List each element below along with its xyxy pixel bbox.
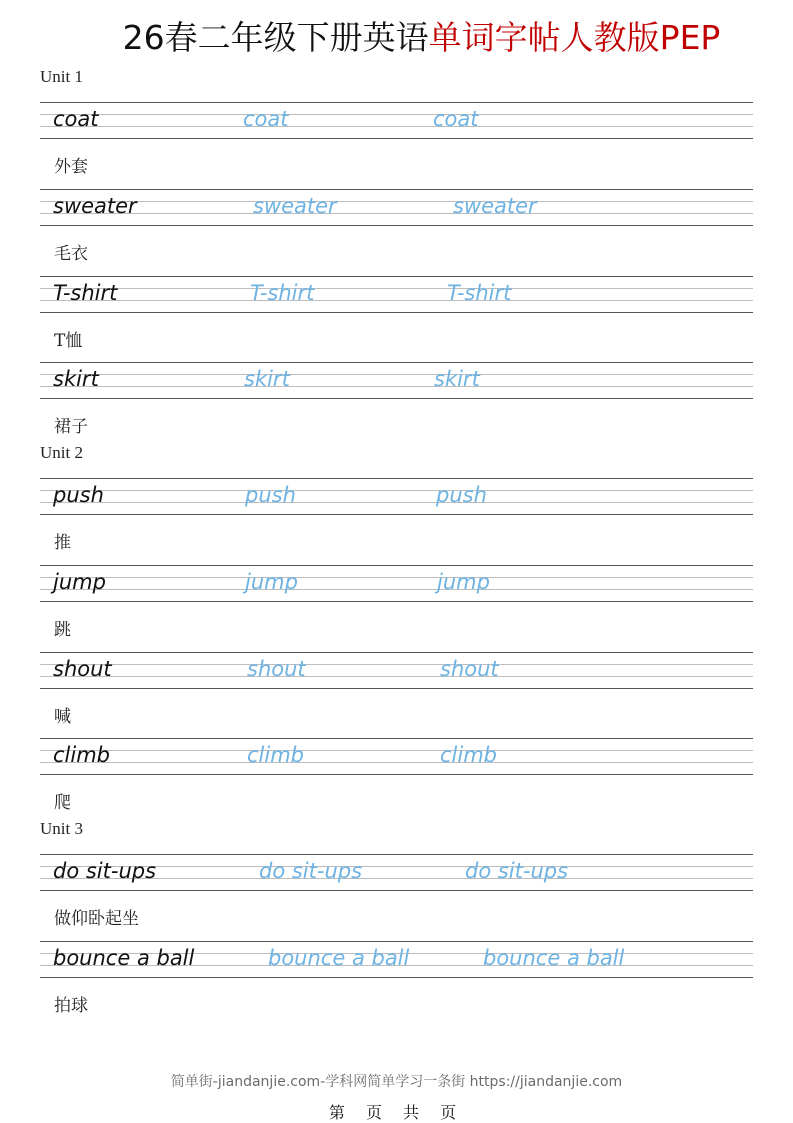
title-part-black: 26春二年级下册英语: [122, 18, 429, 57]
title-part-red: 单词字帖人教版PEP: [428, 18, 721, 57]
word-row: [40, 276, 753, 313]
word-row: [40, 478, 753, 515]
word-text: shout: [53, 657, 112, 681]
trace-word: sweater: [253, 194, 337, 218]
trace-word: push: [245, 483, 296, 507]
trace-word: coat: [243, 107, 289, 131]
word-text: do sit-ups: [53, 859, 157, 883]
unit-label: Unit 2: [40, 443, 83, 462]
trace-word: sweater: [453, 194, 537, 218]
unit-label: Unit 1: [40, 67, 83, 86]
trace-word: bounce a ball: [268, 946, 410, 970]
trace-word: skirt: [244, 367, 290, 391]
trace-word: climb: [440, 743, 498, 767]
word-meaning: 做仰卧起坐: [54, 909, 139, 929]
word-meaning: 拍球: [54, 996, 88, 1016]
word-meaning: 毛衣: [54, 244, 88, 264]
word-text: jump: [53, 570, 106, 594]
trace-word: T-shirt: [250, 281, 315, 305]
page-number-label: 第 页 共 页: [328, 1103, 465, 1122]
trace-word: T-shirt: [447, 281, 512, 305]
word-row: [40, 738, 753, 775]
word-row: [40, 362, 753, 399]
trace-word: bounce a ball: [483, 946, 625, 970]
trace-word: shout: [440, 657, 499, 681]
word-row: [40, 189, 753, 226]
word-meaning: 爬: [54, 793, 71, 813]
word-meaning: 裙子: [54, 417, 88, 437]
trace-word: push: [436, 483, 487, 507]
word-text: sweater: [53, 194, 137, 218]
word-row: [40, 941, 753, 978]
trace-word: do sit-ups: [465, 859, 569, 883]
trace-word: climb: [247, 743, 305, 767]
word-text: bounce a ball: [53, 946, 195, 970]
word-meaning: 推: [54, 533, 71, 553]
trace-word: jump: [437, 570, 490, 594]
unit-label: Unit 3: [40, 819, 83, 838]
word-text: push: [53, 483, 104, 507]
trace-word: jump: [245, 570, 298, 594]
page-title: [0, 14, 793, 62]
trace-word: coat: [433, 107, 479, 131]
word-meaning: T恤: [54, 331, 83, 351]
word-text: skirt: [53, 367, 99, 391]
word-row: [40, 565, 753, 602]
word-text: T-shirt: [53, 281, 118, 305]
word-text: climb: [53, 743, 111, 767]
word-meaning: 外套: [54, 157, 88, 177]
word-meaning: 跳: [54, 620, 71, 640]
word-row: [40, 854, 753, 891]
word-row: [40, 652, 753, 689]
word-meaning: 喊: [54, 707, 71, 727]
footer-source: 简单街-jiandanjie.com-学科网简单学习一条街 https://jiandanjie.com: [170, 1074, 623, 1090]
trace-word: skirt: [434, 367, 480, 391]
trace-word: shout: [247, 657, 306, 681]
word-row: [40, 102, 753, 139]
trace-word: do sit-ups: [259, 859, 363, 883]
word-text: coat: [53, 107, 99, 131]
